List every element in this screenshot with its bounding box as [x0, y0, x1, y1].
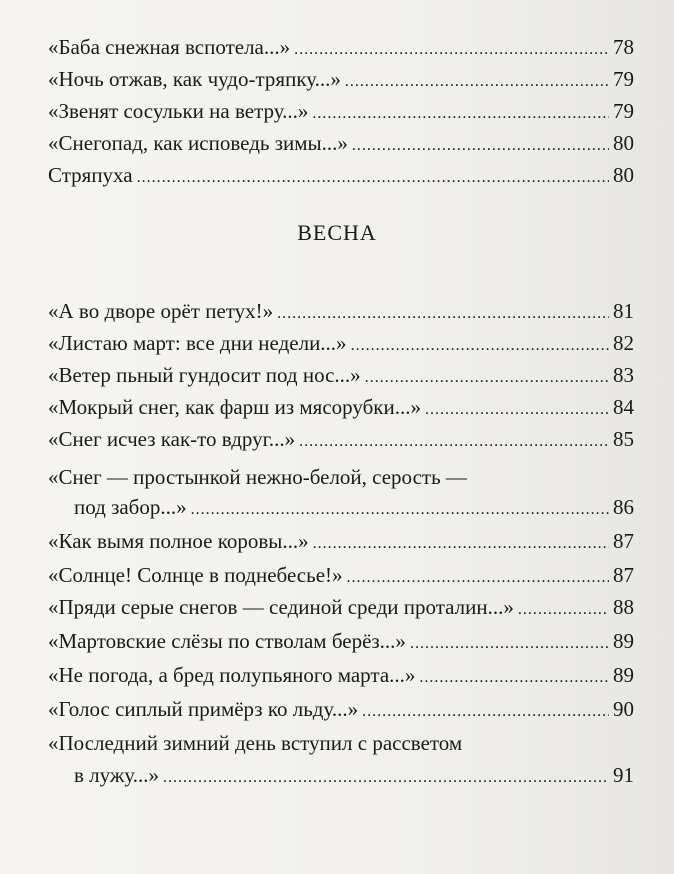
toc-entry-page: 84 — [613, 395, 634, 419]
toc-entry-title: Стряпуха — [48, 163, 133, 187]
leader-dots — [163, 763, 609, 793]
toc-entry-page: 91 — [613, 763, 634, 787]
toc-entry — [48, 328, 634, 361]
toc-entry — [48, 660, 634, 693]
toc-entry-title: «Снег исчез как-то вдруг...» — [48, 427, 296, 451]
leader-dots — [312, 99, 609, 129]
toc-entry — [74, 492, 634, 525]
toc-entry-title-line1: «Последний зимний день вступил с рассветом — [48, 731, 463, 755]
section-heading: ВЕСНА — [297, 220, 377, 245]
toc-entry-title: «Мартовские слёзы по стволам берёз...» — [48, 629, 406, 653]
toc-entry-title: «Ночь отжав, как чудо-тряпку...» — [48, 67, 341, 91]
toc-entry — [74, 760, 634, 793]
leader-dots — [299, 427, 609, 457]
toc-entry-title: «Мокрый снег, как фарш из мясорубки...» — [48, 395, 421, 419]
leader-dots — [345, 67, 609, 97]
toc-entry-title: «Голос сиплый примёрз ко льду...» — [48, 697, 359, 721]
toc-entry-page: 82 — [613, 331, 634, 355]
toc-entry — [48, 626, 634, 659]
toc-entry-page: 86 — [613, 495, 634, 519]
toc-entry-title: «Пряди серые снегов — сединой среди проталин...» — [48, 595, 514, 619]
toc-entry-title: «Как вымя полное коровы...» — [48, 529, 309, 553]
leader-dots — [137, 163, 609, 193]
toc-entry-page: 89 — [613, 629, 634, 653]
leader-dots — [277, 299, 609, 329]
toc-entry — [48, 96, 634, 129]
leader-dots — [347, 563, 609, 593]
leader-dots — [352, 131, 609, 161]
toc-entry-title-line2: в лужу...» — [74, 763, 160, 787]
toc-entry — [48, 128, 634, 161]
toc-entry — [48, 32, 634, 65]
toc-entry-title: «Ветер пьный гундосит под нос...» — [48, 363, 361, 387]
toc-entry-title: «Снегопад, как исповедь зимы...» — [48, 131, 348, 155]
toc-entry-page: 83 — [613, 363, 634, 387]
leader-dots — [365, 363, 609, 393]
toc-entry — [48, 526, 634, 559]
toc-entry — [48, 296, 634, 329]
toc-entry-page: 90 — [613, 697, 634, 721]
toc-entry-page: 89 — [613, 663, 634, 687]
toc-entry-page: 87 — [613, 563, 634, 587]
leader-dots — [294, 35, 609, 65]
leader-dots — [351, 331, 609, 361]
toc-entry-page: 88 — [613, 595, 634, 619]
toc-entry-page: 81 — [613, 299, 634, 323]
toc-entry — [48, 592, 634, 625]
toc-entry-page: 80 — [613, 163, 634, 187]
toc-entry-title: «Листаю март: все дни недели...» — [48, 331, 347, 355]
toc-entry-page: 85 — [613, 427, 634, 451]
toc-entry — [48, 160, 634, 193]
leader-dots — [425, 395, 609, 425]
leader-dots — [313, 529, 609, 559]
toc-entry-title: «Звенят сосульки на ветру...» — [48, 99, 309, 123]
toc-entry — [48, 424, 634, 457]
leader-dots — [419, 663, 609, 693]
toc-entry-title: «А во дворе орёт петух!» — [48, 299, 274, 323]
toc-entry-title: «Не погода, а бред полупьяного марта...» — [48, 663, 416, 687]
leader-dots — [518, 595, 609, 625]
toc-entry — [48, 560, 634, 593]
toc-entry-title: «Баба снежная вспотела...» — [48, 35, 291, 59]
toc-entry-page: 78 — [613, 35, 634, 59]
leader-dots — [191, 495, 609, 525]
toc-entry — [48, 392, 634, 425]
leader-dots — [362, 697, 609, 727]
leader-dots — [410, 629, 609, 659]
toc-entry-title-line2: под забор...» — [74, 495, 187, 519]
toc-entry-title: «Солнце! Солнце в поднебесье!» — [48, 563, 343, 587]
toc-entry-page: 79 — [613, 99, 634, 123]
toc-entry-title-line1: «Снег — простынкой нежно-белой, серость — — [48, 465, 467, 489]
toc-entry-page: 80 — [613, 131, 634, 155]
toc-entry — [48, 360, 634, 393]
toc-entry-page: 87 — [613, 529, 634, 553]
toc-entry — [48, 694, 634, 727]
toc-entry — [48, 64, 634, 97]
toc-entry-page: 79 — [613, 67, 634, 91]
